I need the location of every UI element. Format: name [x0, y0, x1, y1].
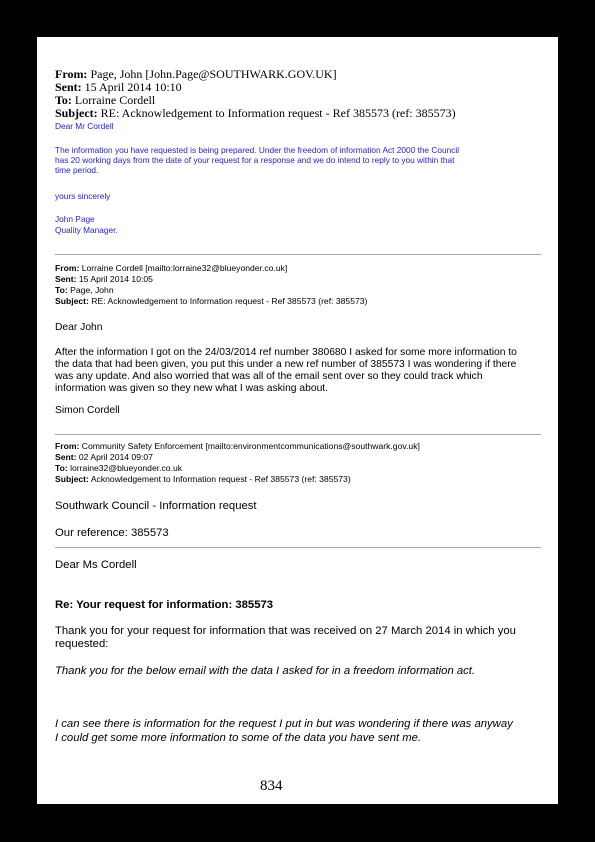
email3-reference: Our reference: 385573 — [55, 527, 169, 539]
email1-from: From: Page, John [John.Page@SOUTHWARK.GOV.UK] — [55, 67, 337, 81]
email2-para-line: information was given so they new what I was asking about. — [55, 383, 329, 394]
email1-subject: Subject: RE: Acknowledgement to Information request - Ref 385573 (ref: 385573) — [55, 106, 456, 120]
email1-para-line: time period. — [55, 165, 99, 175]
email1-para-line: The information you have requested is being prepared. Under the freedom of information Act 2000 the Council — [55, 145, 460, 155]
email1-greeting: Dear Mr Cordell — [55, 121, 114, 131]
email3-re-heading: Re: Your request for information: 385573 — [55, 599, 274, 611]
email2-from: From: Lorraine Cordell [mailto:lorraine32@blueyonder.co.uk] — [55, 263, 288, 273]
email2-signature: Simon Cordell — [55, 405, 120, 416]
email2-greeting: Dear John — [55, 322, 103, 333]
divider — [55, 254, 541, 255]
email3-quote-line: I could get some more information to some of the data you have sent me. — [55, 732, 422, 744]
email3-thanks-line: requested: — [55, 638, 109, 650]
email3-quote-line: I can see there is information for the request I put in but was wondering if there was anyway — [55, 718, 513, 730]
email3-thanks-line: Thank you for your request for information that was received on 27 March 2014 in which you — [55, 625, 516, 637]
email3-from: From: Community Safety Enforcement [mailto:environmentcommunications@southwark.gov.uk] — [55, 441, 420, 451]
email2-para-line: After the information I got on the 24/03/2014 ref number 380680 I asked for some more information to — [55, 347, 517, 358]
email1-sent: Sent: 15 April 2014 10:10 — [55, 80, 182, 94]
divider — [55, 547, 541, 548]
email1-signature-name: John Page — [55, 214, 95, 224]
email2-sent: Sent: 15 April 2014 10:05 — [55, 274, 153, 284]
email2-subject: Subject: RE: Acknowledgement to Information request - Ref 385573 (ref: 385573) — [55, 296, 368, 306]
email2-para-line: was any update. And also worried that was all of the email sent over so they could track which — [55, 371, 483, 382]
page-number: 834 — [260, 778, 283, 794]
email3-sent: Sent: 02 April 2014 09:07 — [55, 452, 153, 462]
email1-to: To: Lorraine Cordell — [55, 93, 156, 107]
email3-quote: Thank you for the below email with the data I asked for in a freedom information act. — [55, 665, 476, 677]
email1-signature-title: Quality Manager. — [55, 225, 118, 235]
email3-to: To: lorraine32@blueyonder.co.uk — [55, 463, 183, 473]
divider — [55, 434, 541, 435]
document-page — [37, 37, 558, 804]
email3-greeting: Dear Ms Cordell — [55, 559, 137, 571]
email1-closing: yours sincerely — [55, 191, 111, 201]
email2-para-line: the data that had been given, you put this under a new ref number of 385573 I was wondering if there — [55, 359, 517, 370]
email3-org-line: Southwark Council - Information request — [55, 500, 257, 512]
email3-subject: Subject: Acknowledgement to Information request - Ref 385573 (ref: 385573) — [55, 474, 351, 484]
email1-para-line: has 20 working days from the date of your request for a response and we do intend to reply to you within that — [55, 155, 455, 165]
email2-to: To: Page, John — [55, 285, 114, 295]
